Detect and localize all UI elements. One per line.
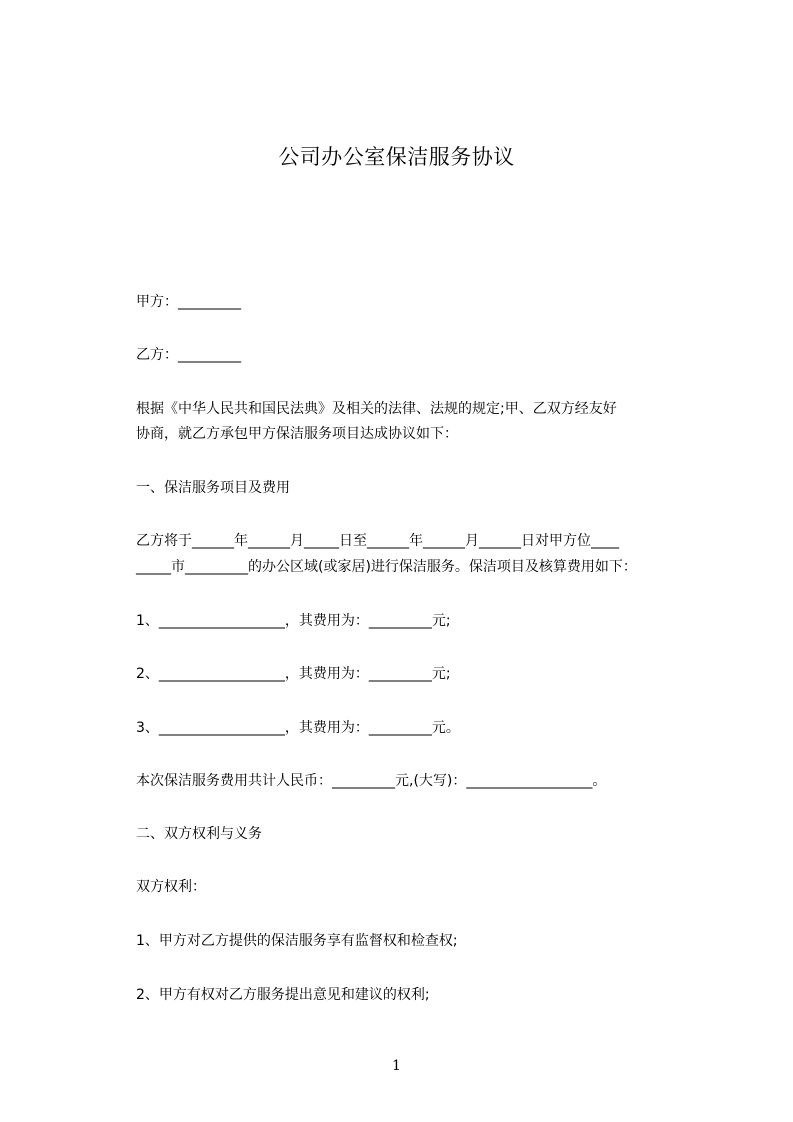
section-1-paragraph-line-2: _____市_________的办公区域(或家居)进行保洁服务。保洁项目及核算费用如下： — [136, 559, 637, 575]
rights-heading: 双方权利： — [136, 879, 206, 895]
section-1-heading: 一、保洁服务项目及费用 — [136, 480, 290, 496]
party-b-line: 乙方：_________ — [136, 347, 241, 363]
section-1-paragraph-line-1: 乙方将于______年______月_____日至______年______月______日对甲方位____ — [136, 533, 619, 549]
service-item-2: 2、__________________，其费用为：_________元; — [136, 666, 451, 682]
service-item-1: 1、__________________，其费用为：_________元; — [136, 613, 451, 629]
total-fee-line: 本次保洁服务费用共计人民币：_________元,(大写)：__________________。 — [136, 773, 607, 789]
preamble-line-1: 根据《中华人民共和国民法典》及相关的法律、法规的规定;甲、乙双方经友好 — [136, 401, 617, 417]
service-item-3: 3、__________________，其费用为：_________元。 — [136, 720, 460, 736]
right-item-1: 1、甲方对乙方提供的保洁服务享有监督权和检查权; — [136, 933, 458, 949]
document-title: 公司办公室保洁服务协议 — [278, 145, 515, 169]
page-number: 1 — [392, 1058, 401, 1074]
party-a-line: 甲方：_________ — [136, 294, 241, 310]
right-item-2: 2、甲方有权对乙方服务提出意见和建议的权利; — [136, 987, 430, 1003]
preamble-line-2: 协商，就乙方承包甲方保洁服务项目达成协议如下： — [136, 426, 458, 442]
section-2-heading: 二、双方权利与义务 — [136, 826, 262, 842]
